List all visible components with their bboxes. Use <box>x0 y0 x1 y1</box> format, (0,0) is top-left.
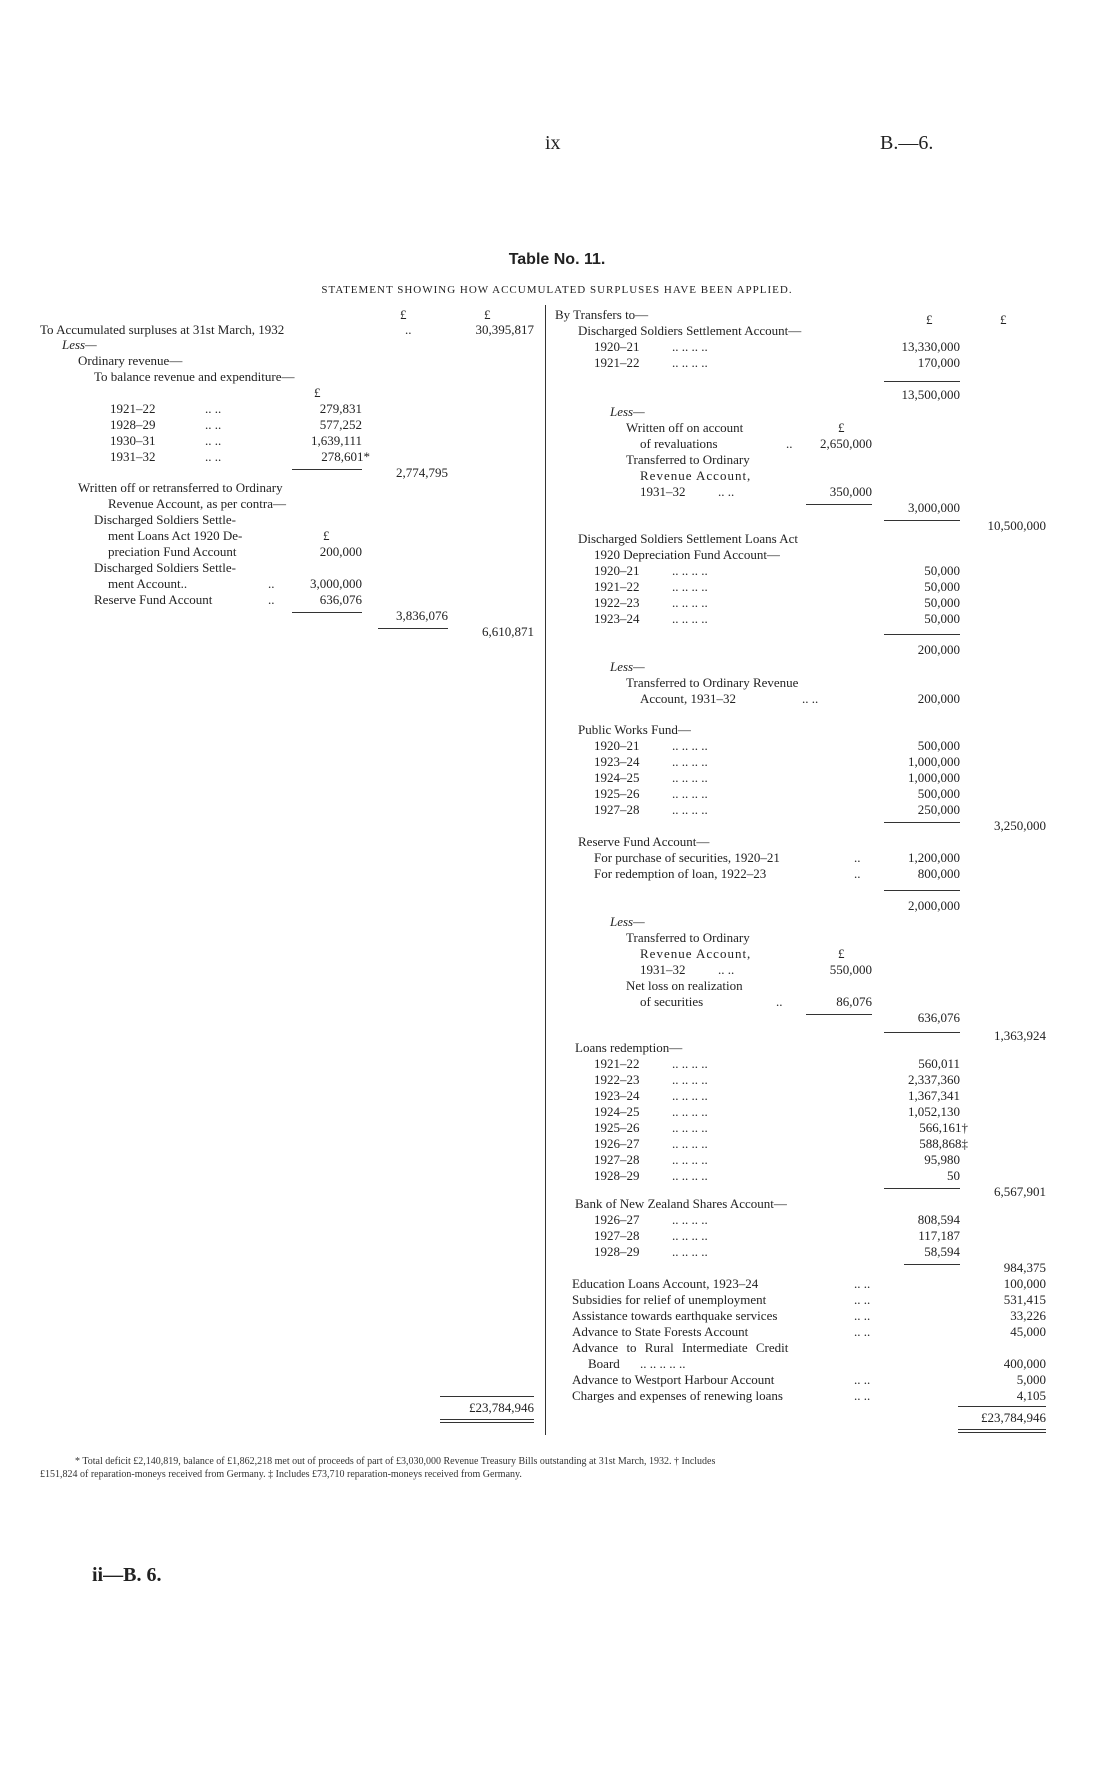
rule <box>958 1429 1046 1430</box>
balance-amount: 279,831 <box>319 401 362 416</box>
pwf-dots: .. .. .. .. <box>672 802 708 817</box>
dss-dots: .. .. .. .. <box>672 339 708 354</box>
dssl-transferred-amount: 200,000 <box>917 691 960 706</box>
pwf-year: 1925–26 <box>594 786 640 801</box>
net-loss-line: Net loss on realization <box>626 978 743 993</box>
pwf-year: 1923–24 <box>594 754 640 769</box>
dss-amount: 170,000 <box>917 355 960 370</box>
misc-amount: 33,226 <box>1010 1308 1046 1323</box>
rule <box>884 1188 960 1189</box>
rfa-transferred-amount: 550,000 <box>829 962 872 977</box>
dssl-amount: 200,000 <box>319 544 362 559</box>
balance-amount: 278,601* <box>321 449 370 464</box>
page-number: ix <box>545 132 561 154</box>
rule <box>440 1419 534 1420</box>
loans-dots: .. .. .. .. <box>672 1120 708 1135</box>
net-loss-dots: .. <box>776 994 783 1009</box>
bnz-amount: 117,187 <box>918 1228 960 1243</box>
dssl-dots: .. .. .. .. <box>672 611 708 626</box>
less-label: Less— <box>62 337 97 352</box>
balance-year: 1921–22 <box>110 401 156 416</box>
accum-label: To Accumulated surpluses at 31st March, 1932 <box>40 322 285 337</box>
reval-amount: 2,650,000 <box>820 436 872 451</box>
dss-year: 1920–21 <box>594 339 640 354</box>
pwf-amount: 1,000,000 <box>908 754 960 769</box>
rfa-transferred-line: 1931–32 <box>640 962 686 977</box>
dss-line: Discharged Soldiers Settle- <box>94 560 237 575</box>
pwf-amount: 500,000 <box>917 786 960 801</box>
bnz-year: 1926–27 <box>594 1212 640 1227</box>
less-total: 6,610,871 <box>482 624 534 639</box>
dssl-line: ment Loans Act 1920 De- <box>108 528 243 543</box>
loans-year: 1925–26 <box>594 1120 640 1135</box>
misc-label: Education Loans Account, 1923–24 <box>572 1276 759 1291</box>
rule <box>958 1432 1046 1433</box>
written-off-line: Written off or retransferred to Ordinary <box>78 480 283 495</box>
rfa-row-dots: .. <box>854 866 861 881</box>
loans-amount: 1,052,130 <box>908 1104 960 1119</box>
net-loss-amount: 86,076 <box>836 994 872 1009</box>
westport-label: Advance to Westport Harbour Account <box>572 1372 775 1387</box>
rfa-transferred-line: Revenue Account, <box>640 946 752 961</box>
less-label: Less— <box>610 404 645 419</box>
westport-amount: 5,000 <box>1016 1372 1046 1387</box>
loans-title: Loans redemption— <box>575 1040 683 1055</box>
rfa-row-dots: .. <box>854 850 861 865</box>
dssl-title: Discharged Soldiers Settlement Loans Act <box>578 531 798 546</box>
left-col-head-2: £ <box>484 307 491 322</box>
rfa-pound: £ <box>838 946 845 961</box>
loans-amount: 2,337,360 <box>908 1072 960 1087</box>
dssl-year: 1921–22 <box>594 579 640 594</box>
transferred-line: Transferred to Ordinary <box>626 452 750 467</box>
rural-line: Advance to Rural Intermediate Credit <box>572 1340 789 1355</box>
footnote: * Total deficit £2,140,819, balance of £1,862,218 met out of proceeds of part of £3,030,000 Revenue Treasury Bills outstanding at 31st March, 1932. † Includes <box>75 1456 716 1467</box>
pwf-dots: .. .. .. .. <box>672 786 708 801</box>
dss-dots: .. .. .. .. <box>672 355 708 370</box>
written-off-line: Written off on account <box>626 420 744 435</box>
dssl-transferred-line: Transferred to Ordinary Revenue <box>626 675 799 690</box>
loans-dots: .. .. .. .. <box>672 1152 708 1167</box>
net-loss-line: of securities <box>640 994 704 1009</box>
dss-title: Discharged Soldiers Settlement Account— <box>578 323 802 338</box>
right-col-head-2: £ <box>1000 312 1007 327</box>
loans-dots: .. .. .. .. <box>672 1104 708 1119</box>
left-col-head-1: £ <box>400 307 407 322</box>
loans-year: 1927–28 <box>594 1152 640 1167</box>
rule <box>884 520 960 521</box>
balance-dots: .. .. <box>205 449 222 464</box>
dss-less-total: 3,000,000 <box>908 500 960 515</box>
loans-year: 1923–24 <box>594 1088 640 1103</box>
pwf-year: 1927–28 <box>594 802 640 817</box>
table-title: Table No. 11. <box>508 251 606 268</box>
bottom-page-code: ii—B. 6. <box>92 1564 162 1586</box>
loans-year: 1926–27 <box>594 1136 640 1151</box>
loans-dots: .. .. .. .. <box>672 1136 708 1151</box>
rural-amount: 400,000 <box>1003 1356 1046 1371</box>
charges-label: Charges and expenses of renewing loans <box>572 1388 783 1403</box>
dssl-line: Discharged Soldiers Settle- <box>94 512 237 527</box>
misc-amount: 531,415 <box>1003 1292 1046 1307</box>
written-off-line: Revenue Account, as per contra— <box>108 496 286 511</box>
bnz-year: 1928–29 <box>594 1244 640 1259</box>
dss-line: ment Account.. <box>108 576 188 591</box>
rule <box>884 1032 960 1033</box>
balance-dots: .. .. <box>205 401 222 416</box>
rule <box>884 381 960 382</box>
transferred-line: 1931–32 <box>640 484 686 499</box>
pwf-dots: .. .. .. .. <box>672 770 708 785</box>
loans-dots: .. .. .. .. <box>672 1056 708 1071</box>
dssl-amount: 50,000 <box>924 595 960 610</box>
loans-total: 6,567,901 <box>994 1184 1046 1199</box>
rule <box>884 890 960 891</box>
misc-dots: .. .. <box>854 1324 871 1339</box>
transferred-dots: .. .. <box>718 484 735 499</box>
misc-amount: 100,000 <box>1003 1276 1046 1291</box>
bnz-year: 1927–28 <box>594 1228 640 1243</box>
reserve-label: Reserve Fund Account <box>94 592 213 607</box>
misc-label: Advance to State Forests Account <box>572 1324 749 1339</box>
rfa-net: 1,363,924 <box>994 1028 1046 1043</box>
footnote: £151,824 of reparation-moneys received from Germany. ‡ Includes £73,710 reparation-moneys received from Germany. <box>40 1469 522 1480</box>
dssl-subtotal: 200,000 <box>917 642 960 657</box>
rule <box>292 469 362 470</box>
balance-total: 2,774,795 <box>396 465 448 480</box>
pwf-amount: 250,000 <box>917 802 960 817</box>
dssl-dots: .. .. .. .. <box>672 579 708 594</box>
dssl-transferred-line: Account, 1931–32 <box>640 691 737 706</box>
balance-pound: £ <box>314 385 321 400</box>
dssl-pound: £ <box>323 528 330 543</box>
bnz-amount: 58,594 <box>924 1244 960 1259</box>
misc-amount: 45,000 <box>1010 1324 1046 1339</box>
to-balance: To balance revenue and expenditure— <box>94 369 295 384</box>
loans-year: 1922–23 <box>594 1072 640 1087</box>
rfa-transferred-line: Transferred to Ordinary <box>626 930 750 945</box>
balance-year: 1928–29 <box>110 417 156 432</box>
loans-dots: .. .. .. .. <box>672 1072 708 1087</box>
dssl-dots: .. .. .. .. <box>672 595 708 610</box>
less-label: Less— <box>610 659 645 674</box>
dssl-year: 1923–24 <box>594 611 640 626</box>
rfa-row-label: For purchase of securities, 1920–21 <box>594 850 780 865</box>
pwf-dots: .. .. .. .. <box>672 738 708 753</box>
bnz-dots: .. .. .. .. <box>672 1244 708 1259</box>
pwf-year: 1920–21 <box>594 738 640 753</box>
rule <box>440 1396 534 1397</box>
loans-dots: .. .. .. .. <box>672 1168 708 1183</box>
misc-dots: .. .. <box>854 1292 871 1307</box>
loans-amount: 50 <box>947 1168 960 1183</box>
written-total: 3,836,076 <box>396 608 448 623</box>
balance-dots: .. .. <box>205 433 222 448</box>
balance-year: 1931–32 <box>110 449 156 464</box>
less-label: Less— <box>610 914 645 929</box>
westport-dots: .. .. <box>854 1372 871 1387</box>
bnz-title: Bank of New Zealand Shares Account— <box>575 1196 787 1211</box>
dssl-amount: 50,000 <box>924 579 960 594</box>
loans-year: 1924–25 <box>594 1104 640 1119</box>
table-subtitle: STATEMENT SHOWING HOW ACCUMULATED SURPLUSES HAVE BEEN APPLIED. <box>321 284 793 296</box>
by-transfers: By Transfers to— <box>555 307 649 322</box>
rfa-subtotal: 2,000,000 <box>908 898 960 913</box>
dssl-title: 1920 Depreciation Fund Account— <box>594 547 780 562</box>
reserve-dots: .. <box>268 592 275 607</box>
pwf-year: 1924–25 <box>594 770 640 785</box>
rule <box>958 1406 1046 1407</box>
loans-amount: 588,868‡ <box>919 1136 968 1151</box>
bnz-total: 984,375 <box>1003 1260 1046 1275</box>
rule <box>440 1422 534 1423</box>
reval-dots: .. <box>786 436 793 451</box>
rfa-less-total: 636,076 <box>917 1010 960 1025</box>
loans-year: 1928–29 <box>594 1168 640 1183</box>
written-off-line: of revaluations <box>640 436 718 451</box>
reval-pound: £ <box>838 420 845 435</box>
pwf-total: 3,250,000 <box>994 818 1046 833</box>
dssl-year: 1920–21 <box>594 563 640 578</box>
rule <box>378 628 448 629</box>
rule <box>884 634 960 635</box>
balance-year: 1930–31 <box>110 433 156 448</box>
balance-dots: .. .. <box>205 417 222 432</box>
transferred-line: Revenue Account, <box>640 468 752 483</box>
document-code: B.—6. <box>880 132 934 154</box>
transferred-amount: 350,000 <box>829 484 872 499</box>
accum-amount: 30,395,817 <box>475 322 534 337</box>
rural-dots: .. .. .. .. .. <box>640 1356 686 1371</box>
bnz-dots: .. .. .. .. <box>672 1228 708 1243</box>
dssl-amount: 50,000 <box>924 611 960 626</box>
loans-amount: 560,011 <box>918 1056 960 1071</box>
charges-dots: .. .. <box>854 1388 871 1403</box>
column-divider <box>545 305 546 1435</box>
rfa-title: Reserve Fund Account— <box>578 834 710 849</box>
balance-amount: 1,639,111 <box>310 433 362 448</box>
dss-year: 1921–22 <box>594 355 640 370</box>
rfa-row-amount: 800,000 <box>917 866 960 881</box>
bnz-dots: .. .. .. .. <box>672 1212 708 1227</box>
pwf-title: Public Works Fund— <box>578 722 691 737</box>
dssl-dots: .. .. .. .. <box>672 563 708 578</box>
dss-amount: 3,000,000 <box>310 576 362 591</box>
pwf-amount: 1,000,000 <box>908 770 960 785</box>
ordinary-revenue: Ordinary revenue— <box>78 353 183 368</box>
bnz-amount: 808,594 <box>917 1212 960 1227</box>
misc-dots: .. .. <box>854 1276 871 1291</box>
misc-dots: .. .. <box>854 1308 871 1323</box>
accum-dots: .. <box>405 322 412 337</box>
loans-year: 1921–22 <box>594 1056 640 1071</box>
rfa-row-amount: 1,200,000 <box>908 850 960 865</box>
rfa-row-label: For redemption of loan, 1922–23 <box>594 866 767 881</box>
loans-amount: 95,980 <box>924 1152 960 1167</box>
loans-dots: .. .. .. .. <box>672 1088 708 1103</box>
loans-amount: 1,367,341 <box>908 1088 960 1103</box>
misc-label: Subsidies for relief of unemployment <box>572 1292 767 1307</box>
loans-amount: 566,161† <box>919 1120 968 1135</box>
left-grand-total: £23,784,946 <box>469 1400 534 1415</box>
pwf-amount: 500,000 <box>917 738 960 753</box>
misc-label: Assistance towards earthquake services <box>572 1308 778 1323</box>
balance-amount: 577,252 <box>319 417 362 432</box>
rule <box>292 612 362 613</box>
rural-line: Board <box>588 1356 620 1371</box>
dssl-transferred-dots: .. .. <box>802 691 819 706</box>
right-grand-total: £23,784,946 <box>981 1410 1046 1425</box>
charges-amount: 4,105 <box>1016 1388 1046 1403</box>
rule <box>904 1264 960 1265</box>
dssl-year: 1922–23 <box>594 595 640 610</box>
dss-net: 10,500,000 <box>987 518 1046 533</box>
dss-subtotal: 13,500,000 <box>901 387 960 402</box>
pwf-dots: .. .. .. .. <box>672 754 708 769</box>
right-col-head-1: £ <box>926 312 933 327</box>
dssl-amount: 50,000 <box>924 563 960 578</box>
reserve-amount: 636,076 <box>319 592 362 607</box>
rfa-transferred-dots: .. .. <box>718 962 735 977</box>
dss-amount: 13,330,000 <box>901 339 960 354</box>
rule <box>884 822 960 823</box>
dss-dots: .. <box>268 576 275 591</box>
dssl-line: preciation Fund Account <box>108 544 237 559</box>
